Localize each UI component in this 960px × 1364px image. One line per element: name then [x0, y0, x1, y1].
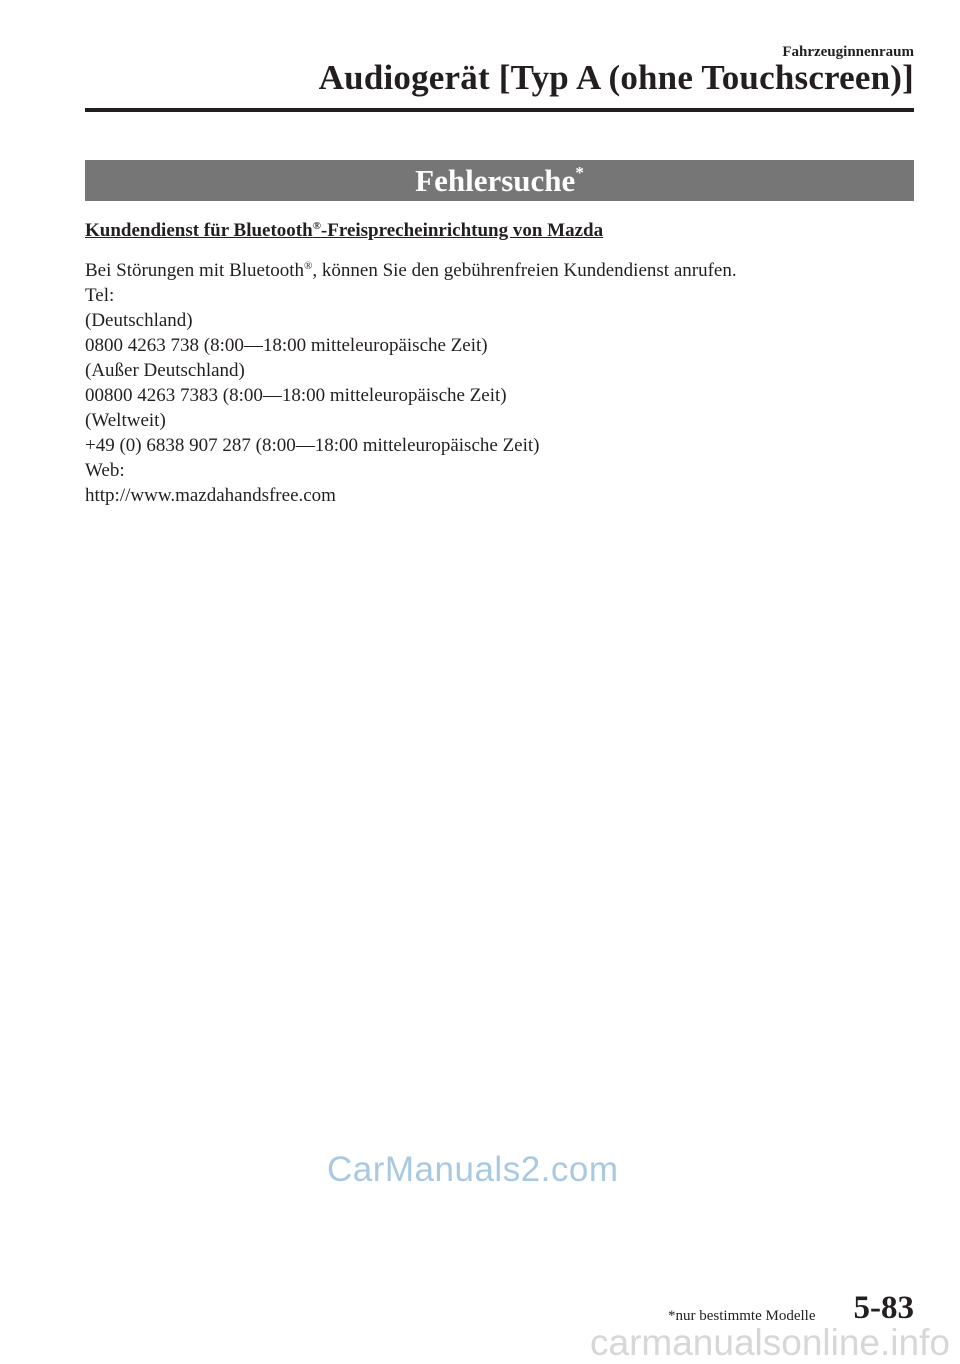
page-number: 5-83 [853, 1290, 914, 1326]
text-line: (Deutschland) [85, 310, 193, 331]
text-line: http://www.mazdahandsfree.com [85, 485, 336, 506]
intro-line [85, 258, 915, 283]
subheading-text-after: -Freisprecheinrichtung von Mazda [320, 220, 604, 241]
registered-mark: ® [304, 260, 313, 272]
registered-mark: ® [312, 220, 321, 232]
page-title: Audiogerät [Typ A (ohne Touchscreen)] [318, 58, 914, 97]
text-line: (Weltweit) [85, 410, 166, 431]
text-line: 00800 4263 7383 (8:00—18:00 mitteleuropäische Zeit) [85, 385, 507, 406]
section-title: Fehlersuche [415, 163, 576, 198]
footnote-marker: * [575, 163, 584, 182]
body-text [85, 258, 915, 508]
text-line: +49 (0) 6838 907 287 (8:00—18:00 mitteleuropäische Zeit) [85, 435, 540, 456]
header-divider [85, 108, 914, 112]
subheading-text-before: Kundendienst für Bluetooth [85, 220, 313, 241]
intro-before: Bei Störungen mit Bluetooth [85, 260, 305, 281]
text-line: (Außer Deutschland) [85, 360, 245, 381]
footnote: *nur bestimmte Modelle [668, 1308, 816, 1324]
watermark-logo: CarManuals2.com [327, 1150, 619, 1189]
section-banner [85, 160, 914, 201]
site-watermark: carmanualsonline.info [590, 1322, 950, 1363]
text-line: Web: [85, 460, 125, 481]
intro-after: , können Sie den gebührenfreien Kundendienst anrufen. [312, 260, 737, 281]
subheading [85, 220, 603, 242]
text-line: Tel: [85, 285, 115, 306]
header-section-label: Fahrzeuginnenraum [782, 44, 914, 60]
text-line: 0800 4263 738 (8:00—18:00 mitteleuropäische Zeit) [85, 335, 488, 356]
